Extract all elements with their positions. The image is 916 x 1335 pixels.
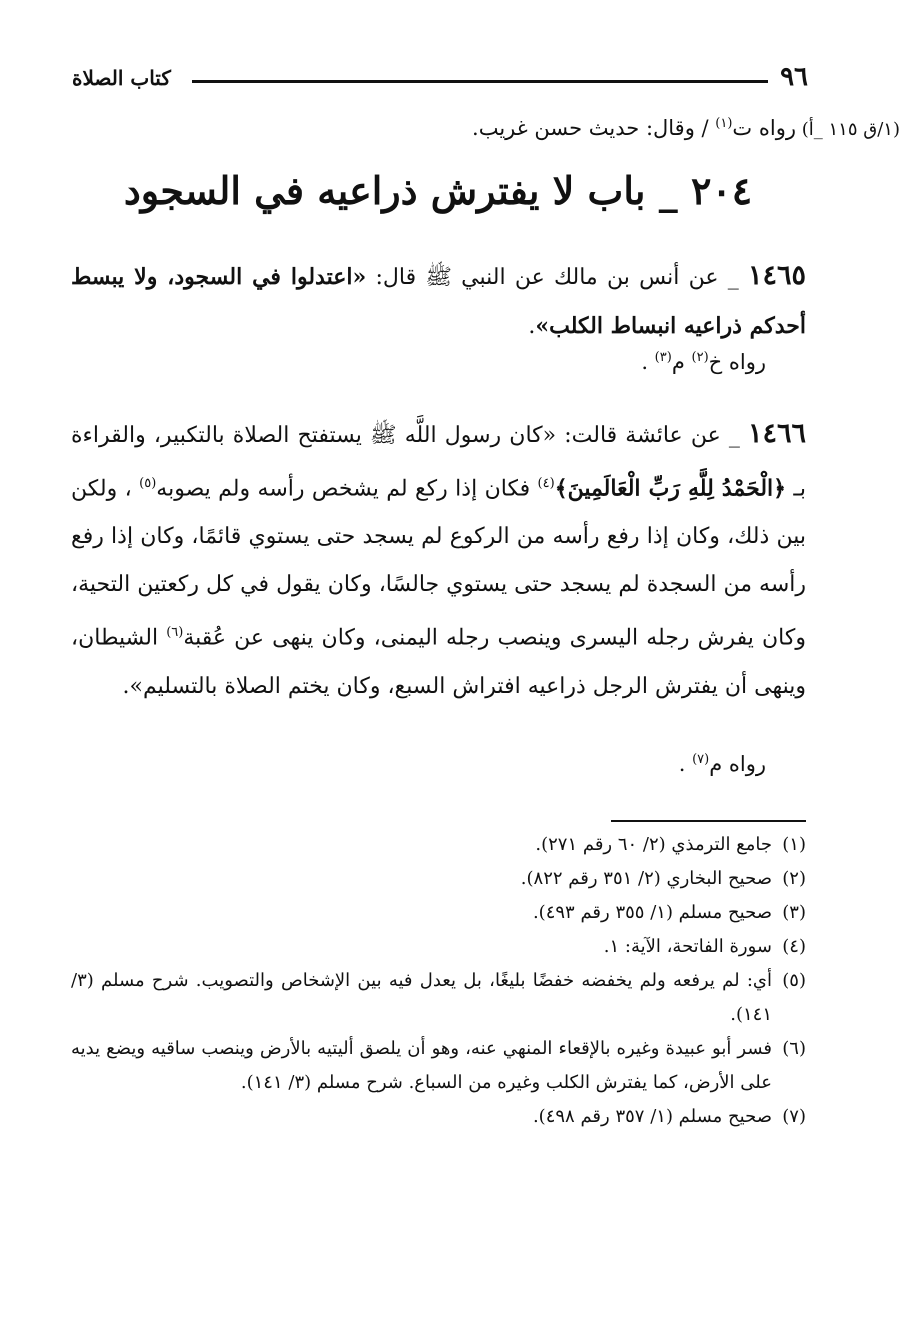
footnote-number: (٤): [782, 936, 806, 957]
hadith-text: _ عن عائشة قالت: «كان رسول اللَّه ﷺ يستفتح الصلاة بالتكبير، والقراءة بـ: [71, 423, 807, 502]
hadith-1465: [71, 252, 806, 351]
footnote-marker: (٣): [654, 350, 672, 365]
footnote: [71, 930, 806, 964]
footnote-text: أي: لم يرفعه ولم يخفضه خفضًا بليغًا، بل يعدل فيه بين الإشخاص والتصويب. شرح مسلم (٣/ ١٤١).: [71, 970, 772, 1025]
hadith-1466-narration: [679, 752, 766, 776]
footnote-number: (٣): [782, 902, 806, 923]
footnote: [71, 828, 806, 862]
previous-narration-line: [472, 116, 796, 140]
footnote: [71, 1100, 806, 1134]
hadith-number: ١٤٦٥: [748, 260, 807, 291]
hadith-end: .: [528, 314, 536, 339]
footnote-marker: (٧): [692, 752, 710, 767]
hadith-text: الشيطان، وينهى أن يفترش الرجل ذراعيه افتراش السبع، وكان يختم الصلاة بالتسليم».: [71, 625, 806, 699]
footnote-text: صحيح البخاري (٢/ ٣٥١ رقم ٨٢٢).: [520, 868, 772, 889]
hadith-quote: «اعتدلوا في السجود، ولا يبسط أحدكم ذراعيه انبساط الكلب»: [71, 264, 806, 339]
footnote: [71, 862, 806, 896]
footnote-marker: (٢): [691, 350, 709, 365]
hadith-1466: [71, 410, 806, 711]
quran-verse: ﴿الْحَمْدُ لِلَّهِ رَبِّ الْعَالَمِينَ﴾: [554, 475, 787, 502]
footnote-text: صحيح مسلم (١/ ٣٥٧ رقم ٤٩٨).: [532, 1106, 772, 1127]
hadith-text: فكان إذا ركع لم يشخص رأسه ولم يصوبه: [156, 476, 538, 502]
footnote: [71, 1032, 806, 1100]
footnote-text: فسر أبو عبيدة وغيره بالإقعاء المنهي عنه، وهو أن يلصق أليتيه بالأرض وينصب ساقيه ويضع يديه على الأرض، كما يفترش الكلب وغيره من السباع. شرح مسلم (٣/ ١٤١).: [71, 1038, 772, 1093]
narration-end: .: [641, 350, 655, 374]
footnote-text: سورة الفاتحة، الآية: ١.: [603, 936, 772, 957]
footnote-number: (٧): [782, 1106, 806, 1127]
footnote-text: جامع الترمذي (٢/ ٦٠ رقم ٢٧١).: [535, 834, 772, 855]
page-number: ٩٦: [780, 62, 808, 92]
footnote-number: (١): [782, 834, 806, 855]
header-rule: [192, 80, 768, 83]
hadith-number: ١٤٦٦: [747, 418, 806, 449]
hadith-text: ، ولكن بين ذلك، وكان إذا رفع رأسه من الركوع لم يسجد حتى يستوي قائمًا، وكان إذا رفع رأسه من السجدة لم يسجد حتى يستوي جالسًا، وكان يقول في كل ركعتين التحية، وكان يفرش رجله اليسرى وينصب رجله اليمنى، وكان ينهى عن عُقبة: [71, 476, 806, 651]
footnote-number: (٢): [782, 868, 806, 889]
chapter-heading: ٢٠٤ _ باب لا يفترش ذراعيه في السجود: [123, 168, 753, 213]
narration-text: م: [671, 350, 692, 374]
narration-text: رواه خ: [708, 350, 766, 374]
footnote-separator: [611, 820, 806, 822]
narration-grading: / وقال: حديث حسن غريب.: [472, 116, 716, 140]
hadith-intro: _ عن أنس بن مالك عن النبي ﷺ قال:: [366, 265, 748, 290]
book-title: كتاب الصلاة: [72, 66, 171, 90]
footnote-number: (٦): [782, 1038, 806, 1059]
footnote-marker: (٥): [139, 476, 157, 491]
hadith-1465-narration: [641, 350, 766, 374]
footnotes: [71, 828, 806, 1134]
footnote-marker: (١): [715, 116, 733, 131]
footnote: [71, 964, 806, 1032]
footnote-text: صحيح مسلم (١/ ٣٥٥ رقم ٤٩٣).: [532, 902, 772, 923]
narration-text: رواه ت: [732, 116, 796, 140]
footnote: [71, 896, 806, 930]
running-header: [72, 62, 808, 96]
footnote-marker: (٦): [166, 625, 184, 641]
manuscript-reference: (١/ق ١١٥ _أ): [801, 119, 900, 140]
footnote-marker: (٤): [537, 476, 555, 491]
narration-text: رواه م: [709, 752, 766, 776]
footnote-number: (٥): [782, 970, 806, 991]
narration-end: .: [678, 752, 693, 776]
